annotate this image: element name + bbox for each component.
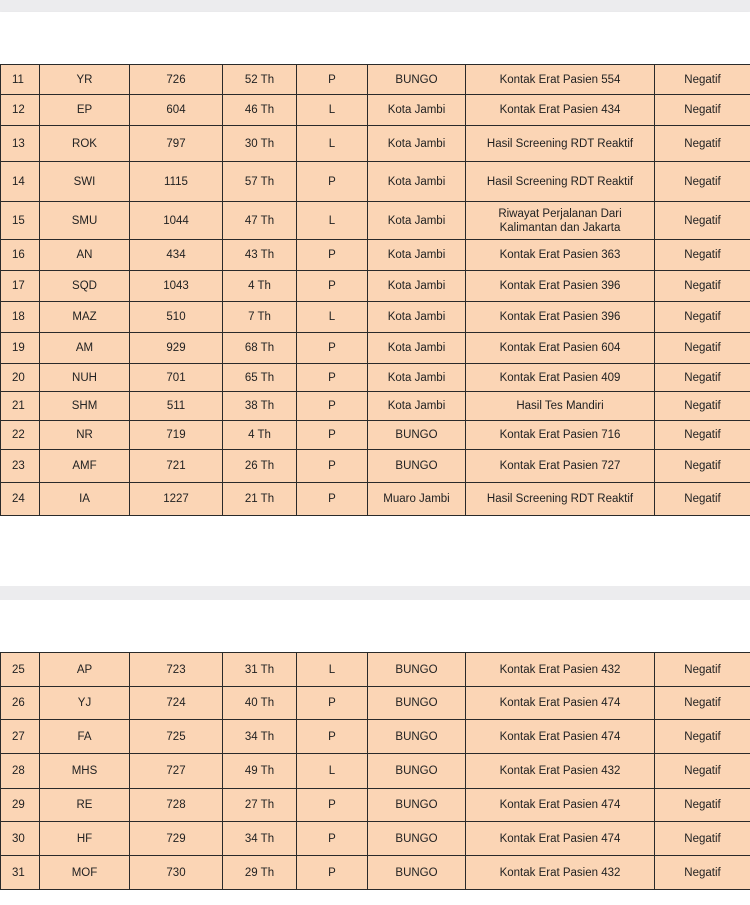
infection-source: Kontak Erat Pasien 716 <box>466 421 655 450</box>
patient-age: 34 Th <box>223 822 297 856</box>
patient-initial: AMF <box>40 450 130 483</box>
row-number: 26 <box>1 687 40 720</box>
infection-source: Hasil Tes Mandiri <box>466 392 655 421</box>
table-row <box>1 856 750 890</box>
patient-age: 4 Th <box>223 421 297 450</box>
patient-origin: BUNGO <box>368 789 466 822</box>
patient-age: 29 Th <box>223 856 297 890</box>
patient-age: 38 Th <box>223 392 297 421</box>
test-result: Negatif <box>655 822 750 856</box>
table-row <box>1 364 750 392</box>
row-number: 12 <box>1 95 40 126</box>
table-row <box>1 95 750 126</box>
table-row <box>1 754 750 789</box>
patient-initial: NUH <box>40 364 130 392</box>
patient-sex: P <box>297 483 368 516</box>
row-number: 16 <box>1 240 40 271</box>
patient-age: 49 Th <box>223 754 297 789</box>
row-number: 17 <box>1 271 40 302</box>
case-number: 604 <box>130 95 223 126</box>
case-number: 727 <box>130 754 223 789</box>
patient-initial: YJ <box>40 687 130 720</box>
patient-initial: SQD <box>40 271 130 302</box>
test-result: Negatif <box>655 421 750 450</box>
patient-age: 30 Th <box>223 126 297 162</box>
infection-source: Kontak Erat Pasien 434 <box>466 95 655 126</box>
table-row <box>1 240 750 271</box>
patient-sex: P <box>297 687 368 720</box>
test-result: Negatif <box>655 364 750 392</box>
patient-origin: Kota Jambi <box>368 202 466 240</box>
infection-source: Hasil Screening RDT Reaktif <box>466 162 655 202</box>
case-number: 723 <box>130 653 223 687</box>
test-result: Negatif <box>655 653 750 687</box>
patient-age: 26 Th <box>223 450 297 483</box>
case-number: 511 <box>130 392 223 421</box>
infection-source: Kontak Erat Pasien 409 <box>466 364 655 392</box>
patient-initial: HF <box>40 822 130 856</box>
table-row <box>1 65 750 95</box>
patient-origin: Kota Jambi <box>368 392 466 421</box>
table-row <box>1 271 750 302</box>
patient-sex: P <box>297 65 368 95</box>
infection-source: Kontak Erat Pasien 727 <box>466 450 655 483</box>
row-number: 23 <box>1 450 40 483</box>
test-result: Negatif <box>655 240 750 271</box>
case-number: 434 <box>130 240 223 271</box>
patient-initial: ROK <box>40 126 130 162</box>
test-result: Negatif <box>655 95 750 126</box>
patient-origin: Kota Jambi <box>368 240 466 271</box>
patient-initial: AM <box>40 333 130 364</box>
row-number: 13 <box>1 126 40 162</box>
patient-table <box>0 652 750 890</box>
patient-initial: FA <box>40 720 130 754</box>
patient-origin: Kota Jambi <box>368 364 466 392</box>
patient-origin: Kota Jambi <box>368 95 466 126</box>
case-number: 724 <box>130 687 223 720</box>
patient-origin: BUNGO <box>368 65 466 95</box>
infection-source: Kontak Erat Pasien 474 <box>466 822 655 856</box>
table-row <box>1 687 750 720</box>
patient-sex: L <box>297 653 368 687</box>
row-number: 19 <box>1 333 40 364</box>
patient-age: 46 Th <box>223 95 297 126</box>
patient-age: 7 Th <box>223 302 297 333</box>
patient-age: 52 Th <box>223 65 297 95</box>
patient-initial: MHS <box>40 754 130 789</box>
table-row <box>1 333 750 364</box>
row-number: 14 <box>1 162 40 202</box>
patient-initial: SWI <box>40 162 130 202</box>
patient-sex: L <box>297 302 368 333</box>
infection-source: Hasil Screening RDT Reaktif <box>466 483 655 516</box>
patient-sex: P <box>297 333 368 364</box>
case-number: 1115 <box>130 162 223 202</box>
case-number: 510 <box>130 302 223 333</box>
patient-sex: P <box>297 789 368 822</box>
patient-age: 65 Th <box>223 364 297 392</box>
row-number: 28 <box>1 754 40 789</box>
patient-origin: Kota Jambi <box>368 333 466 364</box>
table-row <box>1 450 750 483</box>
infection-source: Riwayat Perjalanan Dari Kalimantan dan Jakarta <box>466 202 655 240</box>
test-result: Negatif <box>655 126 750 162</box>
row-number: 30 <box>1 822 40 856</box>
case-number: 1227 <box>130 483 223 516</box>
patient-initial: IA <box>40 483 130 516</box>
test-result: Negatif <box>655 392 750 421</box>
patient-initial: MAZ <box>40 302 130 333</box>
patient-sex: P <box>297 392 368 421</box>
patient-origin: BUNGO <box>368 653 466 687</box>
case-number: 725 <box>130 720 223 754</box>
patient-age: 31 Th <box>223 653 297 687</box>
patient-sex: P <box>297 421 368 450</box>
patient-age: 21 Th <box>223 483 297 516</box>
patient-sex: P <box>297 822 368 856</box>
table-row <box>1 789 750 822</box>
table-row <box>1 421 750 450</box>
patient-age: 43 Th <box>223 240 297 271</box>
patient-origin: BUNGO <box>368 720 466 754</box>
case-number: 719 <box>130 421 223 450</box>
patient-age: 40 Th <box>223 687 297 720</box>
table-row <box>1 822 750 856</box>
table-row <box>1 653 750 687</box>
row-number: 18 <box>1 302 40 333</box>
test-result: Negatif <box>655 333 750 364</box>
patient-sex: L <box>297 95 368 126</box>
test-result: Negatif <box>655 483 750 516</box>
test-result: Negatif <box>655 754 750 789</box>
patient-origin: BUNGO <box>368 421 466 450</box>
patient-age: 68 Th <box>223 333 297 364</box>
test-result: Negatif <box>655 720 750 754</box>
infection-source: Kontak Erat Pasien 396 <box>466 271 655 302</box>
test-result: Negatif <box>655 450 750 483</box>
infection-source: Kontak Erat Pasien 363 <box>466 240 655 271</box>
row-number: 31 <box>1 856 40 890</box>
case-number: 797 <box>130 126 223 162</box>
table-row <box>1 392 750 421</box>
table-row <box>1 302 750 333</box>
patient-origin: BUNGO <box>368 450 466 483</box>
page-separator <box>0 586 750 600</box>
test-result: Negatif <box>655 687 750 720</box>
patient-origin: BUNGO <box>368 754 466 789</box>
patient-origin: BUNGO <box>368 856 466 890</box>
patient-sex: L <box>297 202 368 240</box>
patient-origin: BUNGO <box>368 687 466 720</box>
patient-sex: P <box>297 271 368 302</box>
case-number: 701 <box>130 364 223 392</box>
patient-initial: AN <box>40 240 130 271</box>
patient-sex: P <box>297 240 368 271</box>
patient-age: 57 Th <box>223 162 297 202</box>
infection-source: Kontak Erat Pasien 432 <box>466 653 655 687</box>
patient-age: 47 Th <box>223 202 297 240</box>
patient-sex: P <box>297 162 368 202</box>
patient-sex: P <box>297 364 368 392</box>
row-number: 20 <box>1 364 40 392</box>
case-number: 726 <box>130 65 223 95</box>
test-result: Negatif <box>655 202 750 240</box>
patient-initial: SMU <box>40 202 130 240</box>
patient-origin: Kota Jambi <box>368 162 466 202</box>
table-row <box>1 720 750 754</box>
infection-source: Kontak Erat Pasien 554 <box>466 65 655 95</box>
patient-sex: P <box>297 720 368 754</box>
row-number: 29 <box>1 789 40 822</box>
test-result: Negatif <box>655 856 750 890</box>
row-number: 25 <box>1 653 40 687</box>
patient-initial: AP <box>40 653 130 687</box>
test-result: Negatif <box>655 302 750 333</box>
table-row <box>1 202 750 240</box>
case-number: 729 <box>130 822 223 856</box>
row-number: 22 <box>1 421 40 450</box>
patient-initial: RE <box>40 789 130 822</box>
row-number: 11 <box>1 65 40 95</box>
infection-source: Kontak Erat Pasien 474 <box>466 720 655 754</box>
infection-source: Kontak Erat Pasien 432 <box>466 754 655 789</box>
test-result: Negatif <box>655 65 750 95</box>
test-result: Negatif <box>655 271 750 302</box>
test-result: Negatif <box>655 162 750 202</box>
infection-source: Hasil Screening RDT Reaktif <box>466 126 655 162</box>
patient-sex: L <box>297 754 368 789</box>
viewer-top-strip <box>0 0 750 12</box>
case-number: 721 <box>130 450 223 483</box>
infection-source: Kontak Erat Pasien 432 <box>466 856 655 890</box>
case-number: 1043 <box>130 271 223 302</box>
patient-initial: NR <box>40 421 130 450</box>
patient-sex: P <box>297 856 368 890</box>
table-row <box>1 162 750 202</box>
case-number: 728 <box>130 789 223 822</box>
infection-source: Kontak Erat Pasien 474 <box>466 687 655 720</box>
patient-age: 4 Th <box>223 271 297 302</box>
patient-age: 27 Th <box>223 789 297 822</box>
patient-initial: SHM <box>40 392 130 421</box>
case-number: 730 <box>130 856 223 890</box>
infection-source: Kontak Erat Pasien 396 <box>466 302 655 333</box>
case-number: 929 <box>130 333 223 364</box>
infection-source: Kontak Erat Pasien 604 <box>466 333 655 364</box>
patient-origin: BUNGO <box>368 822 466 856</box>
patient-origin: Kota Jambi <box>368 271 466 302</box>
patient-origin: Kota Jambi <box>368 302 466 333</box>
patient-initial: EP <box>40 95 130 126</box>
table-row <box>1 483 750 516</box>
row-number: 21 <box>1 392 40 421</box>
patient-initial: YR <box>40 65 130 95</box>
row-number: 24 <box>1 483 40 516</box>
infection-source: Kontak Erat Pasien 474 <box>466 789 655 822</box>
table-row <box>1 126 750 162</box>
patient-origin: Kota Jambi <box>368 126 466 162</box>
patient-sex: P <box>297 450 368 483</box>
patient-initial: MOF <box>40 856 130 890</box>
patient-table <box>0 64 750 516</box>
patient-origin: Muaro Jambi <box>368 483 466 516</box>
test-result: Negatif <box>655 789 750 822</box>
case-number: 1044 <box>130 202 223 240</box>
row-number: 15 <box>1 202 40 240</box>
patient-age: 34 Th <box>223 720 297 754</box>
patient-sex: L <box>297 126 368 162</box>
row-number: 27 <box>1 720 40 754</box>
